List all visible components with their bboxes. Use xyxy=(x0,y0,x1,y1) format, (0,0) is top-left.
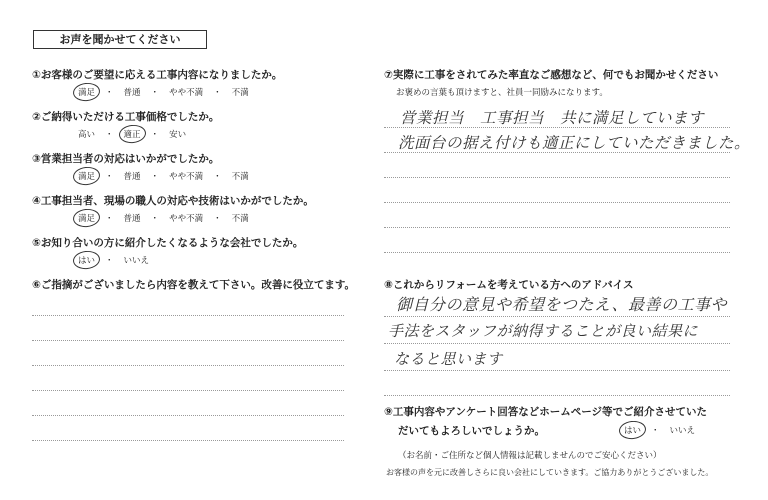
q3-option-normal[interactable]: 普通 xyxy=(123,172,141,182)
q4-option-dissatisfied[interactable]: 不満 xyxy=(231,214,249,224)
question-7: ⑦実際に工事をされてみた率直なご感想など、何でもお聞かせください xyxy=(384,69,719,81)
q9-option-no[interactable]: いいえ xyxy=(669,426,696,436)
question-1: ①お客様のご要望に応える工事内容になりましたか。 xyxy=(32,69,283,81)
answer-line xyxy=(32,415,344,416)
answer-line xyxy=(384,177,730,178)
question-3-options: 満足 ・ 普通 ・ やや不満 ・ 不満 xyxy=(78,172,249,182)
question-5-options: はい ・ いいえ xyxy=(78,256,150,266)
question-7-note: お褒めの言葉も頂けますと、社員一同励みになります。 xyxy=(396,88,608,98)
question-3: ③営業担当者の対応はいかがでしたか。 xyxy=(32,153,220,165)
q4-option-somewhat-dissatisfied[interactable]: やや不満 xyxy=(169,214,204,224)
q2-option-fair[interactable]: 適正 xyxy=(123,130,141,140)
answer-line xyxy=(384,152,730,153)
q1-option-somewhat-dissatisfied[interactable]: やや不満 xyxy=(169,88,204,98)
q5-option-no[interactable]: いいえ xyxy=(123,256,150,266)
handwritten-answer-8-line-1: 御自分の意見や希望をつたえ、最善の工事や xyxy=(396,295,727,314)
question-2-options: 高い ・ 適正 ・ 安い xyxy=(78,130,187,140)
q5-option-yes[interactable]: はい xyxy=(78,256,96,266)
handwritten-answer-8-line-3: なると思います xyxy=(394,350,503,368)
q2-option-high[interactable]: 高い xyxy=(78,130,96,140)
handwritten-answer-8-line-2: 手法をスタッフが納得することが良い結果に xyxy=(388,322,699,340)
question-4-options: 満足 ・ 普通 ・ やや不満 ・ 不満 xyxy=(78,214,249,224)
q2-option-cheap[interactable]: 安い xyxy=(169,130,187,140)
q1-option-dissatisfied[interactable]: 不満 xyxy=(231,88,249,98)
thank-you-note: お客様の声を元に改善しさらに良い会社にしていきます。ご協力ありがとうございました。 xyxy=(386,468,714,477)
answer-line xyxy=(384,316,730,317)
answer-line xyxy=(384,202,730,203)
section-title: お声を聞かせてください xyxy=(33,30,207,49)
answer-line xyxy=(32,440,344,441)
q4-option-satisfied[interactable]: 満足 xyxy=(78,214,96,224)
answer-line xyxy=(32,390,344,391)
handwritten-answer-7-line-1: 営業担当 工事担当 共に満足しています xyxy=(400,109,705,127)
answer-line xyxy=(32,315,344,316)
question-2: ②ご納得いただける工事価格でしたか。 xyxy=(32,111,220,123)
question-1-options: 満足 ・ 普通 ・ やや不満 ・ 不満 xyxy=(78,88,249,98)
answer-line xyxy=(384,252,730,253)
answer-line xyxy=(384,227,730,228)
question-5: ⑤お知り合いの方に紹介したくなるような会社でしたか。 xyxy=(32,237,304,249)
q3-option-satisfied[interactable]: 満足 xyxy=(78,172,96,182)
answer-line xyxy=(384,395,730,396)
question-6: ⑥ご指摘がございましたら内容を教えて下さい。改善に役立てます。 xyxy=(32,279,356,291)
answer-line xyxy=(32,340,344,341)
q1-option-satisfied[interactable]: 満足 xyxy=(78,88,96,98)
question-9-options: はい ・ いいえ xyxy=(624,426,696,436)
q3-option-somewhat-dissatisfied[interactable]: やや不満 xyxy=(169,172,204,182)
q4-option-normal[interactable]: 普通 xyxy=(123,214,141,224)
answer-line xyxy=(384,343,730,344)
q1-option-normal[interactable]: 普通 xyxy=(123,88,141,98)
answer-line xyxy=(384,127,730,128)
q3-option-dissatisfied[interactable]: 不満 xyxy=(231,172,249,182)
handwritten-answer-7-line-2: 洗面台の据え付けも適正にしていただきました。 xyxy=(398,134,751,152)
question-9-line-1: ⑨工事内容やアンケート回答などホームページ等でご紹介させていた xyxy=(384,406,708,418)
question-9-line-2: だいてもよろしいでしょうか。 xyxy=(398,425,545,437)
question-8: ⑧これからリフォームを考えている方へのアドバイス xyxy=(384,279,634,291)
answer-line xyxy=(384,370,730,371)
privacy-note: （お名前・ご住所など個人情報は記載しませんのでご安心ください） xyxy=(398,451,662,461)
answer-line xyxy=(32,365,344,366)
question-4: ④工事担当者、現場の職人の対応や技術はいかがでしたか。 xyxy=(32,195,314,207)
q9-option-yes[interactable]: はい xyxy=(624,426,642,436)
